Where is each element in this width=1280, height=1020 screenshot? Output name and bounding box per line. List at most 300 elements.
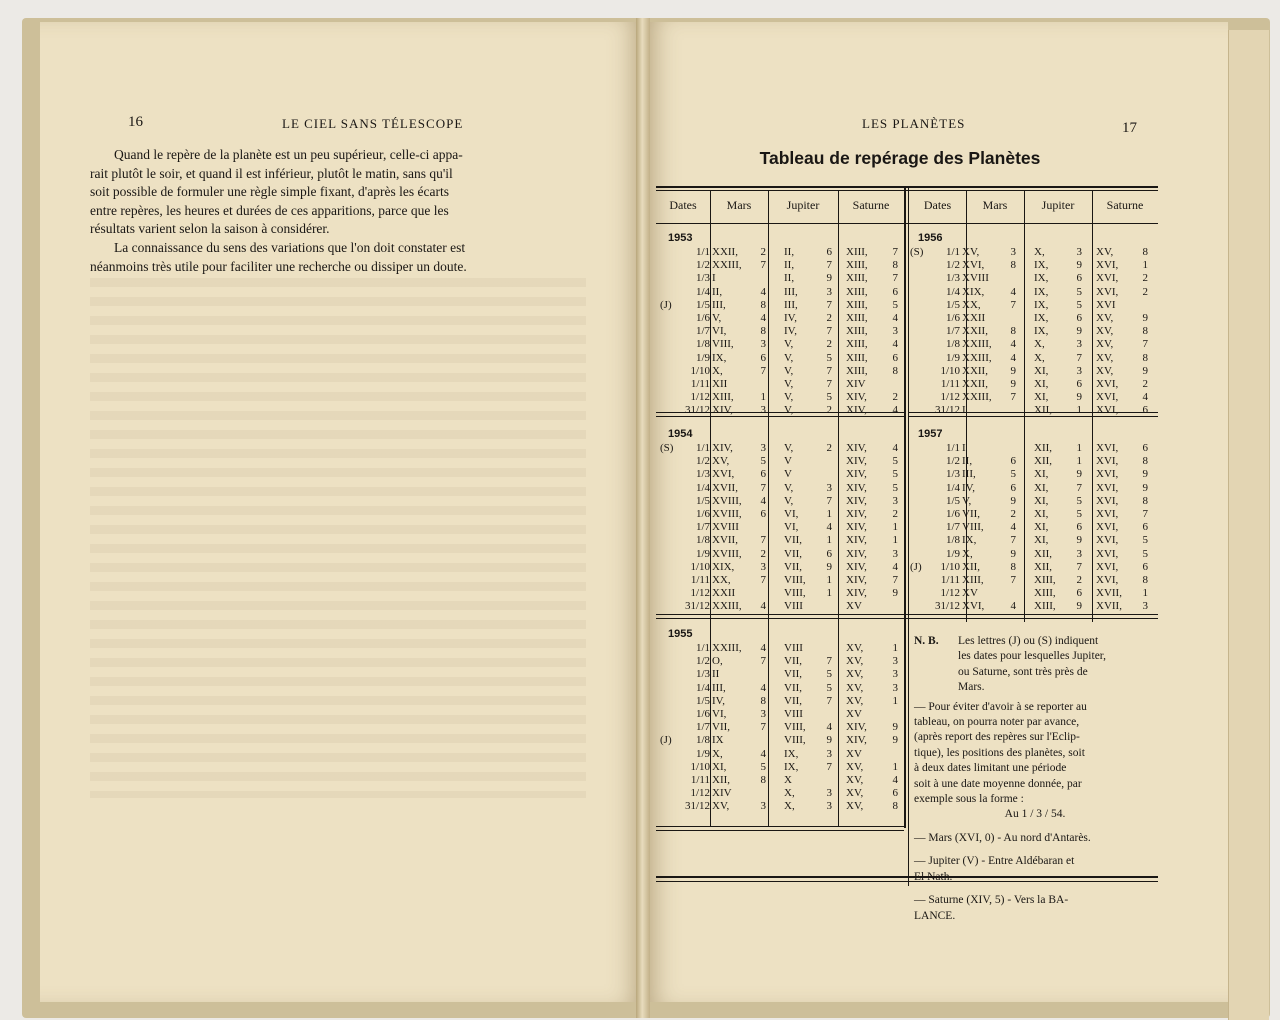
- column-divider: [768, 190, 769, 826]
- saturne-value: XVI,: [1096, 259, 1119, 272]
- left-body-text: [90, 146, 586, 276]
- saturne-degree: 6: [1142, 442, 1148, 454]
- header-saturne: Saturne: [852, 198, 890, 212]
- jupiter-value: XI,: [1034, 508, 1049, 520]
- row-date: 1/7: [945, 325, 960, 338]
- saturne-degree: 7: [892, 574, 898, 586]
- jupiter-degree: 7: [1076, 351, 1082, 364]
- saturne-degree: 1: [892, 760, 898, 773]
- saturne-value: XIII,: [846, 312, 868, 324]
- row-date: 1/8: [695, 734, 710, 747]
- mars-value: XXIII,: [712, 600, 742, 613]
- jupiter-value: IX,: [784, 760, 799, 773]
- saturne-value: XVII,: [1096, 600, 1122, 613]
- saturne-degree: 4: [892, 560, 898, 573]
- note-paragraph-line: tableau, on pourra noter par avance,: [914, 716, 1080, 729]
- saturne-value: XVI,: [1096, 494, 1119, 507]
- mars-value: VI,: [712, 325, 727, 338]
- jupiter-value: III,: [784, 285, 798, 298]
- mars-degree: 9: [1010, 494, 1016, 507]
- mars-value: XIV,: [712, 404, 733, 417]
- saturne-degree: 3: [892, 655, 898, 668]
- jupiter-value: VIII: [784, 642, 803, 654]
- mars-degree: 5: [760, 760, 766, 773]
- row-date: 1/9: [945, 547, 960, 560]
- saturne-degree: 2: [1142, 285, 1148, 298]
- saturne-value: XV,: [846, 774, 864, 786]
- mars-value: XXII,: [962, 364, 988, 377]
- saturne-value: XIV,: [846, 508, 867, 520]
- saturne-value: XIV,: [846, 560, 867, 573]
- jupiter-degree: 9: [1076, 259, 1082, 272]
- jupiter-value: X,: [1034, 351, 1045, 364]
- jupiter-value: VIII,: [784, 587, 806, 600]
- jupiter-degree: 2: [826, 404, 832, 417]
- table-title: Tableau de repérage des Planètes: [759, 148, 1041, 168]
- saturne-value: XIV,: [846, 721, 867, 734]
- jupiter-value: V,: [784, 364, 794, 377]
- saturne-value: XIV,: [846, 734, 867, 747]
- mars-degree: 3: [760, 404, 766, 417]
- row-date: 1/8: [695, 338, 710, 351]
- saturne-value: XV: [846, 600, 862, 613]
- marker: (J): [910, 560, 922, 573]
- note-item-line: — Mars (XVI, 0) - Au nord d'Antarès.: [914, 831, 1091, 844]
- note-item: [914, 893, 1156, 924]
- saturne-value: XIII,: [846, 285, 868, 298]
- saturne-degree: 4: [892, 774, 898, 786]
- mars-degree: 9: [1010, 364, 1016, 377]
- jupiter-value: IX,: [1034, 285, 1049, 298]
- jupiter-value: XII,: [1034, 455, 1053, 468]
- row-date: 1/9: [695, 747, 710, 760]
- mars-degree: 2: [760, 246, 766, 258]
- row-date: 1/4: [695, 481, 710, 494]
- mars-value: II: [712, 668, 720, 681]
- saturne-degree: 8: [1142, 574, 1148, 586]
- row-date: 1/9: [695, 351, 710, 364]
- jupiter-degree: 2: [826, 312, 832, 324]
- saturne-degree: 7: [1142, 338, 1148, 351]
- jupiter-degree: 6: [1076, 521, 1082, 534]
- jupiter-value: VII,: [784, 560, 803, 573]
- mars-value: XV,: [712, 455, 730, 468]
- marker: (S): [910, 246, 924, 258]
- jupiter-value: IX,: [1034, 312, 1049, 324]
- mars-value: XIV: [712, 787, 732, 800]
- mars-degree: 4: [1010, 338, 1016, 351]
- jupiter-value: V,: [784, 378, 794, 390]
- saturne-degree: 1: [892, 642, 898, 654]
- jupiter-value: XII,: [1034, 404, 1053, 417]
- row-date: 1/10: [690, 560, 710, 573]
- mars-degree: 8: [1010, 259, 1016, 272]
- header-jupiter: Jupiter: [786, 198, 820, 212]
- mars-value: XVI,: [962, 259, 985, 272]
- jupiter-value: XII,: [1034, 560, 1053, 573]
- saturne-degree: 6: [1142, 404, 1148, 417]
- mars-value: XXIII,: [962, 351, 992, 364]
- jupiter-value: VII,: [784, 547, 803, 560]
- row-date: 1/4: [695, 681, 710, 694]
- jupiter-degree: 5: [1076, 494, 1082, 507]
- mars-degree: 3: [1010, 246, 1016, 258]
- saturne-value: XVI,: [1096, 534, 1119, 547]
- jupiter-value: VIII,: [784, 734, 806, 747]
- mars-degree: 8: [760, 694, 766, 707]
- mars-degree: 8: [760, 325, 766, 338]
- mars-degree: 7: [760, 481, 766, 494]
- jupiter-value: VIII: [784, 600, 803, 613]
- mars-degree: 3: [760, 800, 766, 813]
- mars-degree: 4: [760, 312, 766, 324]
- saturne-value: XIV,: [846, 391, 867, 404]
- note-paragraph-line: soit à une date moyenne donnée, par: [914, 777, 1082, 790]
- mars-value: XII,: [962, 560, 981, 573]
- mars-value: IX,: [962, 534, 977, 547]
- mars-degree: 7: [760, 721, 766, 734]
- row-date: 31/12: [684, 600, 710, 613]
- row-date: 1/5: [695, 694, 710, 707]
- jupiter-degree: 3: [1076, 364, 1082, 377]
- saturne-value: XIV,: [846, 468, 867, 481]
- row-date: 31/12: [934, 404, 960, 417]
- mars-degree: 3: [760, 442, 766, 454]
- mars-degree: 7: [760, 259, 766, 272]
- jupiter-value: II,: [784, 259, 795, 272]
- saturne-value: XVI,: [1096, 521, 1119, 534]
- jupiter-degree: 5: [826, 391, 832, 404]
- jupiter-degree: 1: [826, 534, 832, 547]
- saturne-value: XVI,: [1096, 455, 1119, 468]
- jupiter-value: VIII,: [784, 721, 806, 734]
- jupiter-degree: 7: [826, 494, 832, 507]
- mars-value: V,: [712, 312, 722, 324]
- saturne-value: XV,: [846, 694, 864, 707]
- mars-degree: 4: [760, 600, 766, 613]
- jupiter-value: XI,: [1034, 378, 1049, 390]
- jupiter-value: VI,: [784, 508, 799, 520]
- saturne-value: XIV,: [846, 481, 867, 494]
- mars-degree: 4: [1010, 600, 1016, 613]
- saturne-value: XV,: [846, 681, 864, 694]
- saturne-degree: 9: [1142, 312, 1148, 324]
- row-date: 1/10: [690, 760, 710, 773]
- jupiter-value: IX,: [1034, 259, 1049, 272]
- jupiter-value: XII,: [1034, 442, 1053, 454]
- row-date: 1/12: [690, 391, 710, 404]
- mars-value: VIII,: [712, 338, 734, 351]
- mars-value: XV,: [712, 800, 730, 813]
- saturne-value: XIII,: [846, 351, 868, 364]
- jupiter-degree: 9: [1076, 534, 1082, 547]
- jupiter-degree: 6: [1076, 378, 1082, 390]
- mars-value: VIII,: [962, 521, 984, 534]
- mars-value: I: [962, 442, 966, 454]
- mars-value: XVII,: [712, 481, 738, 494]
- saturne-degree: 5: [892, 298, 898, 311]
- jupiter-value: V,: [784, 442, 794, 454]
- mars-value: IX: [712, 734, 724, 747]
- jupiter-value: X,: [784, 800, 795, 813]
- mars-degree: 7: [1010, 391, 1016, 404]
- jupiter-degree: 6: [826, 547, 832, 560]
- saturne-degree: 1: [892, 521, 898, 534]
- row-date: 1/4: [695, 285, 710, 298]
- row-date: 1/11: [690, 774, 710, 786]
- mars-value: XIII,: [712, 391, 734, 404]
- jupiter-value: V: [784, 468, 792, 481]
- mars-degree: 9: [1010, 547, 1016, 560]
- jupiter-degree: 3: [826, 787, 832, 800]
- mars-degree: 3: [760, 560, 766, 573]
- jupiter-value: XI,: [1034, 364, 1049, 377]
- saturne-value: XVI,: [1096, 481, 1119, 494]
- saturne-value: XIV: [846, 378, 866, 390]
- column-divider: [1092, 190, 1093, 622]
- saturne-degree: 3: [892, 547, 898, 560]
- saturne-degree: 4: [1142, 391, 1148, 404]
- jupiter-degree: 4: [826, 721, 832, 734]
- saturne-degree: 9: [1142, 364, 1148, 377]
- mars-degree: 7: [760, 534, 766, 547]
- row-date: 1/5: [695, 494, 710, 507]
- saturne-degree: 3: [1142, 600, 1148, 613]
- jupiter-degree: 3: [826, 747, 832, 760]
- mars-value: XXII,: [962, 378, 988, 390]
- jupiter-degree: 3: [826, 800, 832, 813]
- row-date: 1/5: [945, 494, 960, 507]
- section-rule: [656, 614, 1158, 615]
- mars-degree: 2: [760, 547, 766, 560]
- row-date: 1/2: [695, 655, 710, 668]
- row-date: 1/12: [690, 787, 710, 800]
- row-date: 1/11: [940, 574, 960, 586]
- saturne-value: XIV,: [846, 534, 867, 547]
- jupiter-value: XI,: [1034, 521, 1049, 534]
- mars-degree: 4: [1010, 521, 1016, 534]
- table-bottom-rule: [656, 826, 904, 827]
- year-label: 1957: [918, 428, 943, 440]
- mars-value: XXII,: [712, 246, 738, 258]
- saturne-value: XVI,: [1096, 378, 1119, 390]
- jupiter-value: XI,: [1034, 494, 1049, 507]
- saturne-value: XIII,: [846, 272, 868, 285]
- saturne-degree: 5: [892, 455, 898, 468]
- marker: (S): [660, 442, 674, 454]
- saturne-degree: 3: [892, 494, 898, 507]
- header-jupiter: Jupiter: [1041, 198, 1075, 212]
- mars-degree: 1: [760, 391, 766, 404]
- saturne-degree: 8: [892, 364, 898, 377]
- mars-degree: 7: [760, 574, 766, 586]
- marker: (J): [660, 734, 672, 747]
- jupiter-value: III,: [784, 298, 798, 311]
- saturne-value: XVI,: [1096, 560, 1119, 573]
- row-date: 1/12: [940, 391, 960, 404]
- mars-value: XIX,: [962, 285, 985, 298]
- row-date: 1/2: [695, 259, 710, 272]
- jupiter-degree: 9: [826, 734, 832, 747]
- jupiter-degree: 7: [826, 378, 832, 390]
- jupiter-degree: 3: [826, 481, 832, 494]
- mars-value: XVII,: [712, 534, 738, 547]
- row-date: 1/12: [690, 587, 710, 600]
- saturne-degree: 9: [892, 721, 898, 734]
- saturne-value: XIV,: [846, 547, 867, 560]
- row-date: 1/1: [695, 642, 710, 654]
- saturne-degree: 8: [1142, 246, 1148, 258]
- column-divider: [1024, 190, 1025, 622]
- mars-degree: 7: [760, 655, 766, 668]
- row-date: 1/2: [945, 455, 960, 468]
- saturne-degree: 7: [892, 272, 898, 285]
- mars-value: II,: [712, 285, 723, 298]
- saturne-value: XV,: [1096, 351, 1114, 364]
- row-date: 1/2: [945, 259, 960, 272]
- mars-value: XXII: [962, 312, 986, 324]
- right-page-number: 17: [1122, 120, 1137, 136]
- saturne-degree: 5: [892, 468, 898, 481]
- jupiter-degree: 6: [1076, 312, 1082, 324]
- jupiter-value: VII,: [784, 655, 803, 668]
- jupiter-degree: 3: [1076, 547, 1082, 560]
- jupiter-degree: 6: [1076, 587, 1082, 600]
- saturne-value: XVI,: [1096, 574, 1119, 586]
- mars-value: XVIII,: [712, 508, 742, 520]
- saturne-value: XIV,: [846, 455, 867, 468]
- jupiter-value: IX,: [1034, 298, 1049, 311]
- jupiter-value: V,: [784, 494, 794, 507]
- jupiter-degree: 1: [826, 587, 832, 600]
- mars-degree: 4: [760, 747, 766, 760]
- mars-value: XVIII,: [712, 494, 742, 507]
- jupiter-degree: 9: [1076, 391, 1082, 404]
- jupiter-value: II,: [784, 246, 795, 258]
- jupiter-degree: 1: [1076, 404, 1082, 417]
- jupiter-degree: 5: [1076, 298, 1082, 311]
- note-item-line: El Nath.: [914, 870, 953, 883]
- row-date: 1/1: [695, 246, 710, 258]
- jupiter-value: IX,: [1034, 272, 1049, 285]
- saturne-value: XVI: [1096, 298, 1116, 311]
- note-first-line: [914, 634, 1156, 649]
- mars-value: XXIII,: [712, 259, 742, 272]
- row-date: 1/3: [945, 468, 960, 481]
- jupiter-value: V,: [784, 391, 794, 404]
- row-date: 1/7: [695, 325, 710, 338]
- saturne-degree: 1: [1142, 259, 1148, 272]
- saturne-value: XV,: [846, 760, 864, 773]
- saturne-degree: 9: [892, 734, 898, 747]
- jupiter-value: XI,: [1034, 468, 1049, 481]
- saturne-value: XVI,: [1096, 468, 1119, 481]
- mars-degree: 7: [1010, 298, 1016, 311]
- jupiter-degree: 2: [826, 338, 832, 351]
- mars-value: X,: [712, 747, 723, 760]
- saturne-degree: 6: [892, 787, 898, 800]
- saturne-value: XVII,: [1096, 587, 1122, 600]
- saturne-degree: 2: [1142, 272, 1148, 285]
- mars-value: IV,: [712, 694, 725, 707]
- saturne-degree: 6: [1142, 521, 1148, 534]
- saturne-value: XV,: [846, 787, 864, 800]
- saturne-value: XV,: [1096, 312, 1114, 324]
- saturne-degree: 6: [892, 351, 898, 364]
- note-line: ou Saturne, sont très près de: [958, 665, 1088, 678]
- saturne-degree: 2: [892, 391, 898, 404]
- jupiter-value: X,: [1034, 246, 1045, 258]
- mars-degree: 3: [760, 708, 766, 720]
- saturne-degree: 8: [1142, 494, 1148, 507]
- mars-value: III,: [712, 681, 726, 694]
- jupiter-value: VII,: [784, 668, 803, 681]
- mars-degree: 4: [1010, 351, 1016, 364]
- saturne-degree: 7: [892, 246, 898, 258]
- mars-value: VI,: [712, 708, 727, 720]
- saturne-value: XV,: [1096, 338, 1114, 351]
- jupiter-degree: 7: [826, 325, 832, 338]
- mars-degree: 8: [1010, 560, 1016, 573]
- jupiter-degree: 3: [1076, 246, 1082, 258]
- mars-degree: 6: [1010, 481, 1016, 494]
- note-text: Les lettres (J) ou (S) indiquent: [958, 635, 1099, 647]
- year-label: 1953: [668, 232, 693, 244]
- jupiter-degree: 9: [826, 560, 832, 573]
- header-dates: Dates: [669, 198, 697, 212]
- saturne-degree: 8: [892, 259, 898, 272]
- note-line: les dates pour lesquelles Jupiter,: [958, 650, 1107, 663]
- jupiter-value: IX,: [784, 747, 799, 760]
- jupiter-value: VI,: [784, 521, 799, 534]
- saturne-value: XIV,: [846, 587, 867, 600]
- saturne-degree: 5: [1142, 534, 1148, 547]
- jupiter-degree: 7: [826, 364, 832, 377]
- jupiter-value: II,: [784, 272, 795, 285]
- mars-degree: 8: [760, 774, 766, 786]
- jupiter-degree: 1: [1076, 455, 1082, 468]
- mars-value: XI,: [712, 760, 727, 773]
- jupiter-degree: 7: [1076, 560, 1082, 573]
- saturne-degree: 4: [892, 442, 898, 454]
- mars-value: III,: [962, 468, 976, 481]
- row-date: 1/1: [945, 246, 960, 258]
- saturne-degree: 3: [892, 668, 898, 681]
- jupiter-value: V,: [784, 338, 794, 351]
- mars-value: XII,: [712, 774, 731, 786]
- jupiter-degree: 5: [826, 668, 832, 681]
- table-top-rule: [656, 190, 1158, 191]
- jupiter-value: XI,: [1034, 534, 1049, 547]
- saturne-degree: 1: [892, 694, 898, 707]
- row-date: 1/11: [690, 378, 710, 390]
- jupiter-value: VIII,: [784, 574, 806, 586]
- saturne-degree: 5: [892, 481, 898, 494]
- mars-value: XVIII: [962, 272, 989, 285]
- jupiter-degree: 6: [1076, 272, 1082, 285]
- saturne-degree: 7: [1142, 508, 1148, 520]
- mars-degree: 6: [1010, 455, 1016, 468]
- mars-value: III,: [712, 298, 726, 311]
- saturne-degree: 8: [1142, 455, 1148, 468]
- saturne-value: XVI,: [1096, 272, 1119, 285]
- mars-value: XV,: [962, 246, 980, 258]
- saturne-value: XV,: [846, 668, 864, 681]
- jupiter-degree: 5: [826, 351, 832, 364]
- row-date: 1/3: [695, 272, 710, 285]
- jupiter-value: VII,: [784, 534, 803, 547]
- paragraph-1: Quand le repère de la planète est un peu supérieur, celle-ci appa- rait plutôt le soir, et quand il est inférieur, plutôt le matin, sans qu'il soit possible de formuler une règle simple fixant, d'après les écarts entre repères, les heures et durées de ces apparitions, parce que les résultats varient selon la saison à considérer.: [90, 147, 463, 237]
